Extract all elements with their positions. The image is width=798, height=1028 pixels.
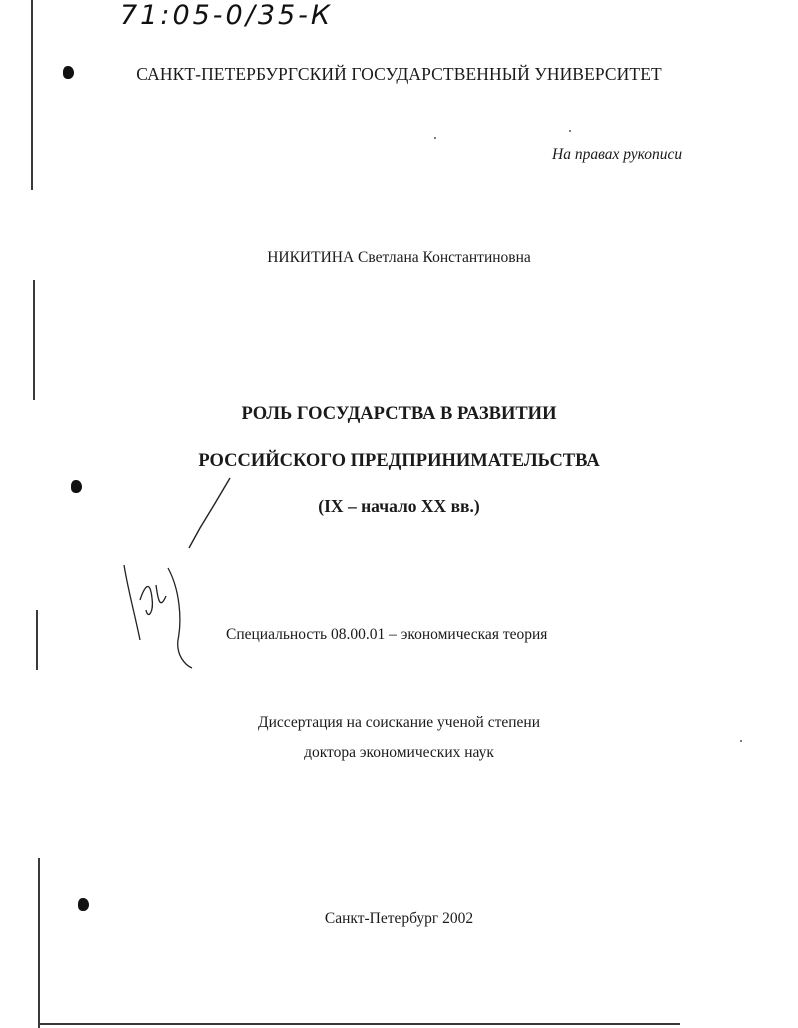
city-and-year: Санкт-Петербург 2002: [324, 910, 474, 927]
dissertation-degree-line-1: Диссертация на соискание ученой степени: [258, 714, 540, 731]
author-name: НИКИТИНА Светлана Константиновна: [267, 249, 531, 266]
manuscript-note: На правах рукописи: [552, 146, 683, 163]
specialty-line: Специальность 08.00.01 – экономическая теория: [226, 626, 548, 643]
handwritten-archive-code: 71:05-0/35-К: [120, 0, 334, 31]
thesis-title-line-2: РОССИЙСКОГО ПРЕДПРИНИМАТЕЛЬСТВА: [198, 451, 600, 471]
thesis-period: (IX – начало XX вв.): [318, 496, 480, 516]
dissertation-degree-line-2: доктора экономических наук: [304, 744, 494, 761]
thesis-title-line-1: РОЛЬ ГОСУДАРСТВА В РАЗВИТИИ: [241, 404, 557, 424]
university-name: САНКТ-ПЕТЕРБУРГСКИЙ ГОСУДАРСТВЕННЫЙ УНИВЕРСИТЕТ: [136, 64, 662, 84]
